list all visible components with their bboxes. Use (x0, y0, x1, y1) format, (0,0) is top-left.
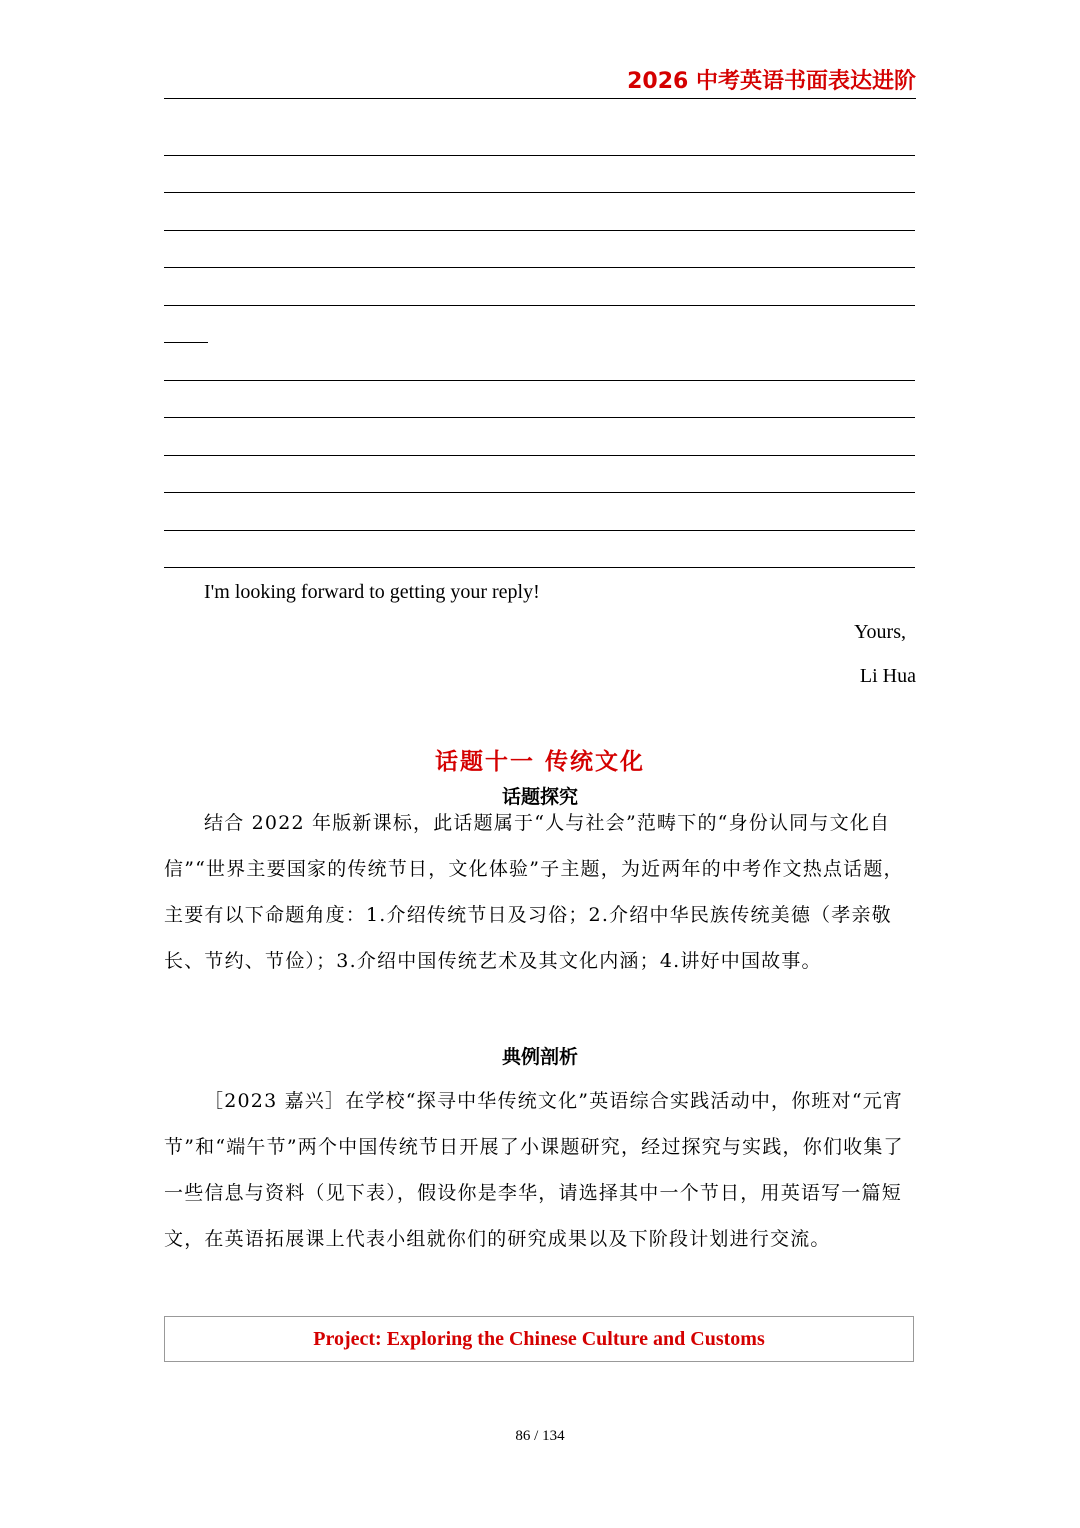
writing-line (164, 567, 915, 568)
writing-line (164, 305, 915, 306)
writing-line (164, 155, 915, 156)
letter-signature: Li Hua (859, 665, 916, 687)
writing-line (164, 530, 915, 531)
project-title: Project: Exploring the Chinese Culture and Customs (313, 1327, 765, 1350)
writing-line (164, 417, 915, 418)
writing-line (164, 492, 915, 493)
header-title: 2026 中考英语书面表达进阶 (627, 69, 916, 94)
project-table-header (164, 1316, 914, 1362)
header-divider (164, 98, 916, 99)
writing-line (164, 380, 915, 381)
letter-closing-sentence: I'm looking forward to getting your reply! (204, 581, 540, 603)
letter-sign-off: Yours, (854, 621, 906, 643)
writing-line (164, 267, 915, 268)
page-number: 86 / 134 (515, 1428, 565, 1444)
writing-line (164, 230, 915, 231)
topic-title: 话题十一 传统文化 (434, 749, 645, 775)
writing-line (164, 192, 915, 193)
exploration-heading: 话题探究 (501, 786, 578, 808)
example-heading: 典例剖析 (501, 1046, 578, 1068)
example-paragraph: ［2023 嘉兴］在学校“探寻中华传统文化”英语综合实践活动中，你班对“元宵节”和“端午节”两个中国传统节日开展了小课题研究，经过探究与实践，你们收集了一些信息与资料（见下表），假设你是李华，请选择其中一个节日，用英语写一篇短文，在英语拓展课上代表小组就你们的研究成果以及下阶段计划进行交流。 (164, 1090, 904, 1250)
writing-line-short (164, 342, 208, 343)
writing-line (164, 455, 915, 456)
exploration-paragraph: 结合 2022 年版新课标，此话题属于“人与社会”范畴下的“身份认同与文化自信”“世界主要国家的传统节日，文化体验”子主题，为近两年的中考作文热点话题，主要有以下命题角度：1.介绍传统节日及习俗；2.介绍中华民族传统美德（孝亲敬长、节约、节俭）；3.介绍中国传统艺术及其文化内涵；4.讲好中国故事。 (164, 812, 904, 972)
